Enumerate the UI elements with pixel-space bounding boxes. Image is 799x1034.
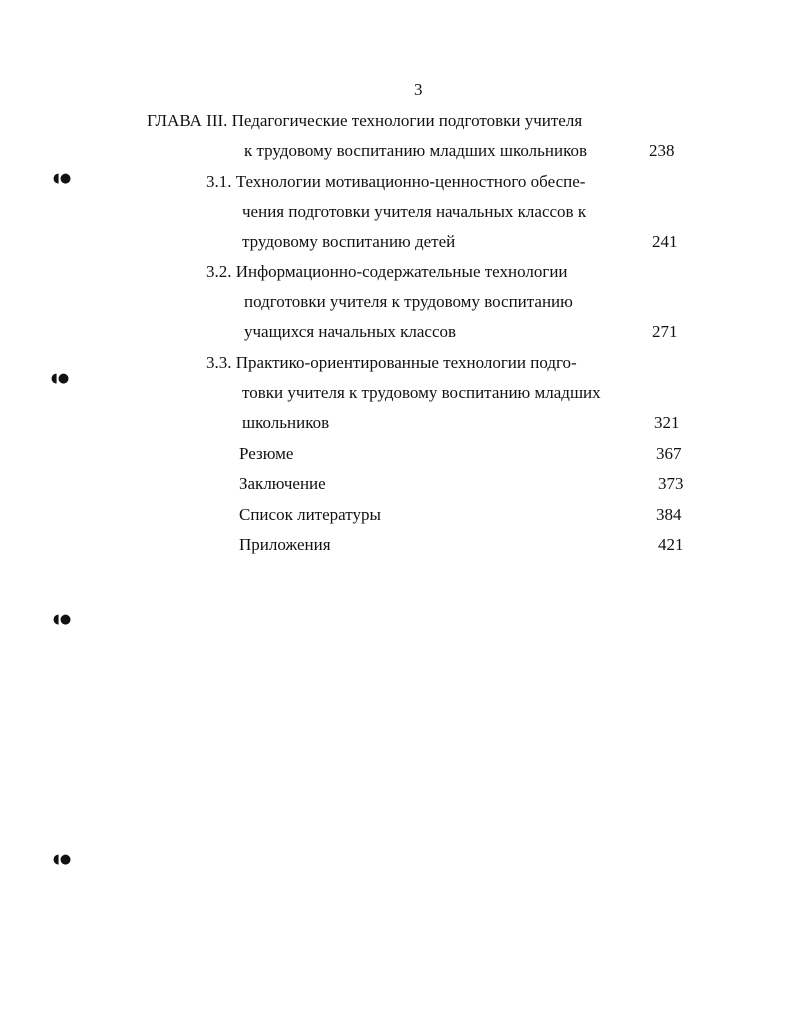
conclusion-label: Заключение: [239, 474, 326, 493]
chapter-page-number: 238: [649, 141, 675, 160]
scan-hole-mark-2: ◖●: [51, 371, 70, 386]
conclusion-page-number: 373: [658, 474, 684, 493]
section-3-2-line-3: учащихся начальных классов: [244, 322, 457, 341]
scan-hole-mark-3: ◖●: [53, 612, 72, 627]
section-3-3-line-3: школьников: [242, 413, 330, 432]
page-number: 3: [414, 80, 423, 99]
section-3-1-line-1: 3.1. Технологии мотивационно-ценностного обеспе-: [206, 172, 586, 191]
appendices-label: Приложения: [239, 535, 331, 554]
section-3-2-line-2: подготовки учителя к трудовому воспитанию: [244, 292, 573, 311]
references-label: Список литературы: [239, 505, 381, 524]
section-3-2-line-1: 3.2. Информационно-содержательные технологии: [206, 262, 568, 281]
references-page-number: 384: [656, 505, 682, 524]
section-3-1-line-3: трудовому воспитанию детей: [242, 232, 456, 251]
scan-hole-mark-4: ◖●: [53, 852, 72, 867]
resume-page-number: 367: [656, 444, 682, 463]
section-3-1-page-number: 241: [652, 232, 678, 251]
chapter-title-line-1: ГЛАВА III. Педагогические технологии подготовки учителя: [147, 111, 583, 130]
chapter-title-line-2: к трудовому воспитанию младших школьников: [244, 141, 587, 160]
section-3-3-line-2: товки учителя к трудовому воспитанию младших: [242, 383, 601, 402]
resume-label: Резюме: [239, 444, 294, 463]
section-3-3-page-number: 321: [654, 413, 680, 432]
section-3-2-page-number: 271: [652, 322, 678, 341]
appendices-page-number: 421: [658, 535, 684, 554]
section-3-3-line-1: 3.3. Практико-ориентированные технологии подго-: [206, 353, 577, 372]
section-3-1-line-2: чения подготовки учителя начальных классов к: [242, 202, 587, 221]
scan-hole-mark-1: ◖●: [53, 171, 72, 186]
